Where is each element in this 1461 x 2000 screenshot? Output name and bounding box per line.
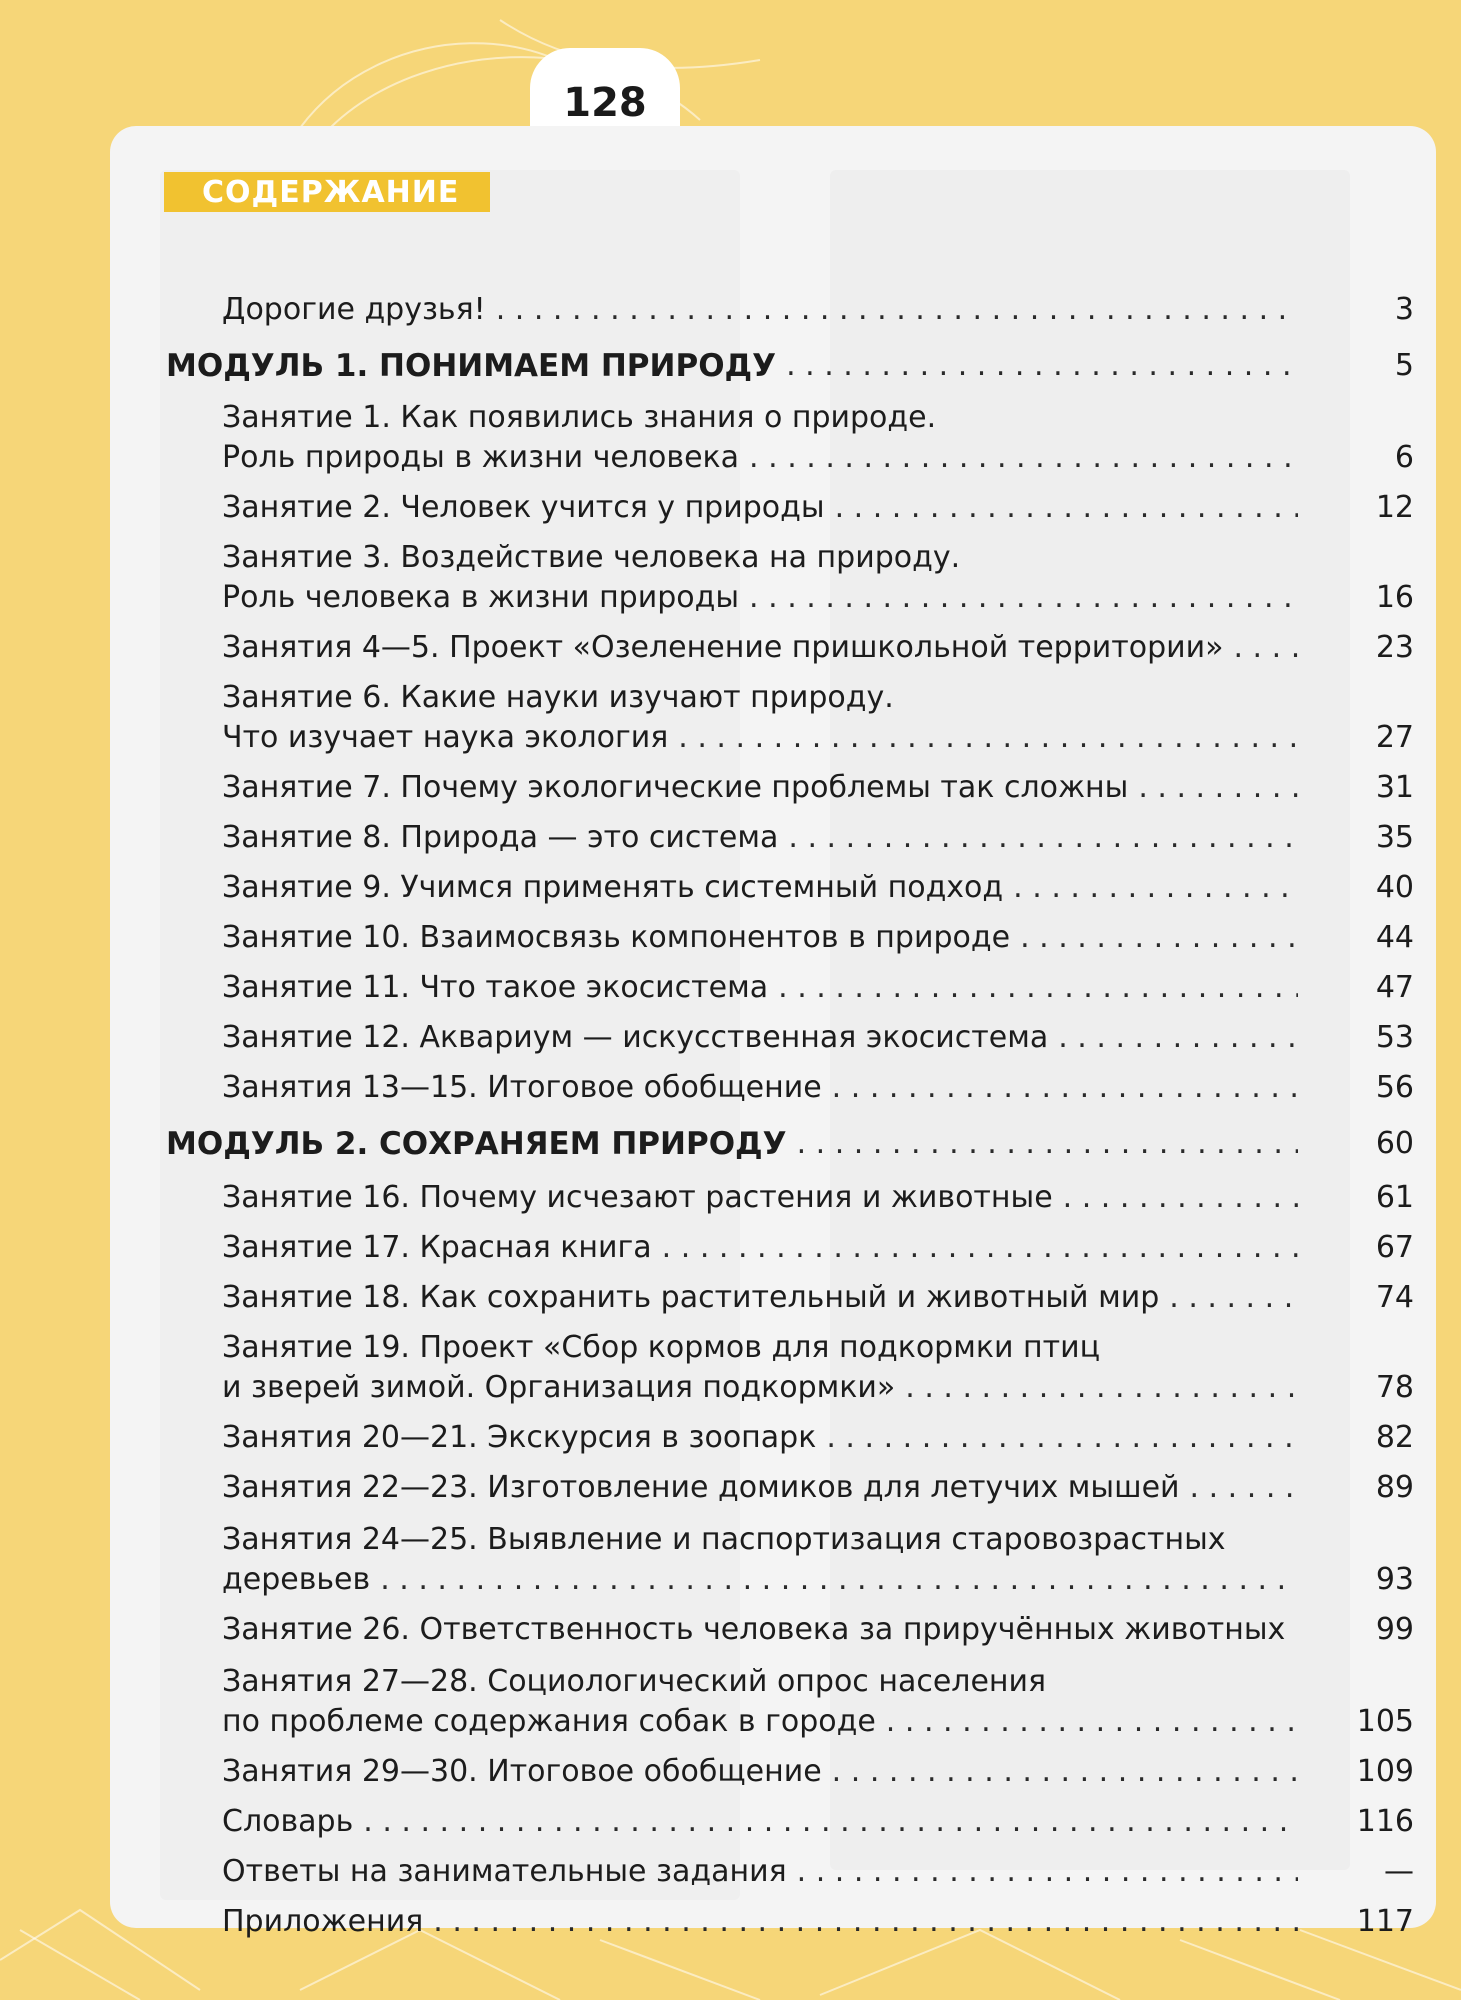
page-reference: 53 — [1375, 1020, 1414, 1055]
dot-leader — [662, 1228, 1298, 1268]
dot-leader — [886, 1702, 1298, 1742]
dot-leader — [1190, 1468, 1298, 1508]
entry-title: Занятие 8. Природа — это система — [222, 820, 779, 855]
toc-entry-row — [222, 1368, 1414, 1408]
entry-title: Приложения — [222, 1904, 424, 1939]
page-reference: 82 — [1375, 1420, 1414, 1455]
page-reference: — — [1384, 1854, 1414, 1889]
page-reference: 61 — [1375, 1180, 1414, 1215]
page-reference: 31 — [1375, 770, 1414, 805]
page-reference: 78 — [1375, 1370, 1414, 1405]
toc-entry-first-line: Занятие 19. Проект «Сбор кормов для подкормки птиц — [222, 1330, 1101, 1365]
dot-leader — [1138, 768, 1298, 808]
toc-entry-row — [222, 1852, 1414, 1892]
page-reference: 6 — [1394, 440, 1414, 475]
entry-title: Занятия 13—15. Итоговое обобщение — [222, 1070, 822, 1105]
page-reference: 12 — [1375, 490, 1414, 525]
toc-entry-first-line: Занятие 3. Воздействие человека на природу. — [222, 540, 961, 575]
dot-leader — [835, 488, 1298, 528]
entry-title: Занятия 22—23. Изготовление домиков для летучих мышей — [222, 1470, 1180, 1505]
toc-entry-row — [222, 718, 1414, 758]
module-title: МОДУЛЬ 2. СОХРАНЯЕМ ПРИРОДУ — [166, 1126, 787, 1162]
dot-leader — [678, 718, 1298, 758]
entry-title: Занятие 18. Как сохранить растительный и животный мир — [222, 1280, 1160, 1315]
dot-leader — [797, 1124, 1298, 1164]
entry-title: деревьев — [222, 1562, 371, 1597]
page-reference: 67 — [1375, 1230, 1414, 1265]
page-reference: 56 — [1375, 1070, 1414, 1105]
entry-title: Занятие 26. Ответственность человека за приручённых животных — [222, 1612, 1286, 1647]
toc-entry-first-line: Занятие 6. Какие науки изучают природу. — [222, 680, 894, 715]
toc-entry-row — [222, 818, 1414, 858]
dot-leader — [788, 818, 1298, 858]
toc-module-row — [166, 346, 1414, 386]
page-reference: 93 — [1375, 1562, 1414, 1597]
toc-entry-row — [222, 768, 1414, 808]
toc-entry-row — [222, 1068, 1414, 1108]
page-number: 128 — [563, 80, 647, 126]
toc-entry-row — [222, 1178, 1414, 1218]
dot-leader — [1169, 1278, 1298, 1318]
entry-title: Занятие 16. Почему исчезают растения и животные — [222, 1180, 1053, 1215]
entry-title: Занятие 11. Что такое экосистема — [222, 970, 769, 1005]
page-reference: 105 — [1356, 1704, 1414, 1739]
page-reference: 27 — [1375, 720, 1414, 755]
dot-leader — [1295, 1610, 1298, 1650]
page-reference: 117 — [1356, 1904, 1414, 1939]
toc-entry-row — [222, 438, 1414, 478]
entry-title: Занятия 4—5. Проект «Озеленение пришкольной территории» — [222, 630, 1224, 665]
toc-entry-row — [222, 1418, 1414, 1458]
toc-entry-row — [222, 628, 1414, 668]
dot-leader — [496, 290, 1298, 330]
page-reference: 16 — [1375, 580, 1414, 615]
dot-leader — [1063, 1178, 1298, 1218]
toc-entry-row — [222, 1468, 1414, 1508]
dot-leader — [778, 968, 1298, 1008]
entry-title: Занятие 12. Аквариум — искусственная экосистема — [222, 1020, 1049, 1055]
page-reference: 99 — [1375, 1612, 1414, 1647]
page-reference: 74 — [1375, 1280, 1414, 1315]
dot-leader — [786, 346, 1298, 386]
entry-title: Роль природы в жизни человека — [222, 440, 740, 475]
entry-title: Занятие 7. Почему экологические проблемы так сложны — [222, 770, 1129, 805]
entry-title: Занятия 29—30. Итоговое обобщение — [222, 1754, 822, 1789]
toc-entry-row — [222, 578, 1414, 618]
page-reference: 40 — [1375, 870, 1414, 905]
dot-leader — [832, 1752, 1298, 1792]
dot-leader — [826, 1418, 1298, 1458]
page-reference: 23 — [1375, 630, 1414, 665]
dot-leader — [905, 1368, 1298, 1408]
dot-leader — [433, 1902, 1298, 1942]
dot-leader — [380, 1560, 1298, 1600]
entry-title: и зверей зимой. Организация подкормки» — [222, 1370, 896, 1405]
entry-title: Ответы на занимательные задания — [222, 1854, 787, 1889]
dot-leader — [749, 438, 1298, 478]
toc-entry-row — [222, 1278, 1414, 1318]
entry-title: Роль человека в жизни природы — [222, 580, 740, 615]
entry-title: Занятие 17. Красная книга — [222, 1230, 652, 1265]
dot-leader — [1020, 918, 1298, 958]
dot-leader — [1233, 628, 1298, 668]
page-reference: 5 — [1394, 348, 1414, 383]
entry-title: Занятия 20—21. Экскурсия в зоопарк — [222, 1420, 817, 1455]
page-reference: 44 — [1375, 920, 1414, 955]
toc-entry-row — [222, 1560, 1414, 1600]
page-reference: 89 — [1375, 1470, 1414, 1505]
toc-entry-row — [222, 488, 1414, 528]
toc-entry-row — [222, 1702, 1414, 1742]
page-reference: 3 — [1394, 292, 1414, 327]
toc-entry-row — [222, 1228, 1414, 1268]
entry-title: Занятие 2. Человек учится у природы — [222, 490, 825, 525]
dot-leader — [1058, 1018, 1298, 1058]
toc-entry-row — [222, 918, 1414, 958]
dot-leader — [363, 1802, 1298, 1842]
toc-entry-row — [222, 1752, 1414, 1792]
toc-module-row — [166, 1124, 1414, 1164]
contents-title: СОДЕРЖАНИЕ — [202, 174, 460, 210]
dot-leader — [1013, 868, 1298, 908]
toc-entry-row — [222, 868, 1414, 908]
dot-leader — [749, 578, 1298, 618]
toc-entry-row — [222, 1902, 1414, 1942]
toc-entry-row — [222, 1018, 1414, 1058]
page-reference: 116 — [1356, 1804, 1414, 1839]
toc-entry-row — [222, 290, 1414, 330]
entry-title: по проблеме содержания собак в городе — [222, 1704, 876, 1739]
toc-entry-first-line: Занятия 24—25. Выявление и паспортизация старовозрастных — [222, 1522, 1226, 1557]
toc-entry-first-line: Занятие 1. Как появились знания о природе. — [222, 400, 937, 435]
toc-entry-first-line: Занятия 27—28. Социологический опрос населения — [222, 1664, 1047, 1699]
entry-title: Занятие 9. Учимся применять системный подход — [222, 870, 1004, 905]
page-reference: 60 — [1375, 1126, 1414, 1161]
dot-leader — [797, 1852, 1298, 1892]
toc-entry-row — [222, 968, 1414, 1008]
dot-leader — [832, 1068, 1298, 1108]
entry-title: Что изучает наука экология — [222, 720, 669, 755]
entry-title: Занятие 10. Взаимосвязь компонентов в природе — [222, 920, 1011, 955]
toc-entry-row — [222, 1610, 1414, 1650]
page-reference: 47 — [1375, 970, 1414, 1005]
entry-title: Дорогие друзья! — [222, 292, 486, 327]
module-title: МОДУЛЬ 1. ПОНИМАЕМ ПРИРОДУ — [166, 348, 777, 384]
page-reference: 35 — [1375, 820, 1414, 855]
page-reference: 109 — [1356, 1754, 1414, 1789]
toc-entry-row — [222, 1802, 1414, 1842]
entry-title: Словарь — [222, 1804, 354, 1839]
